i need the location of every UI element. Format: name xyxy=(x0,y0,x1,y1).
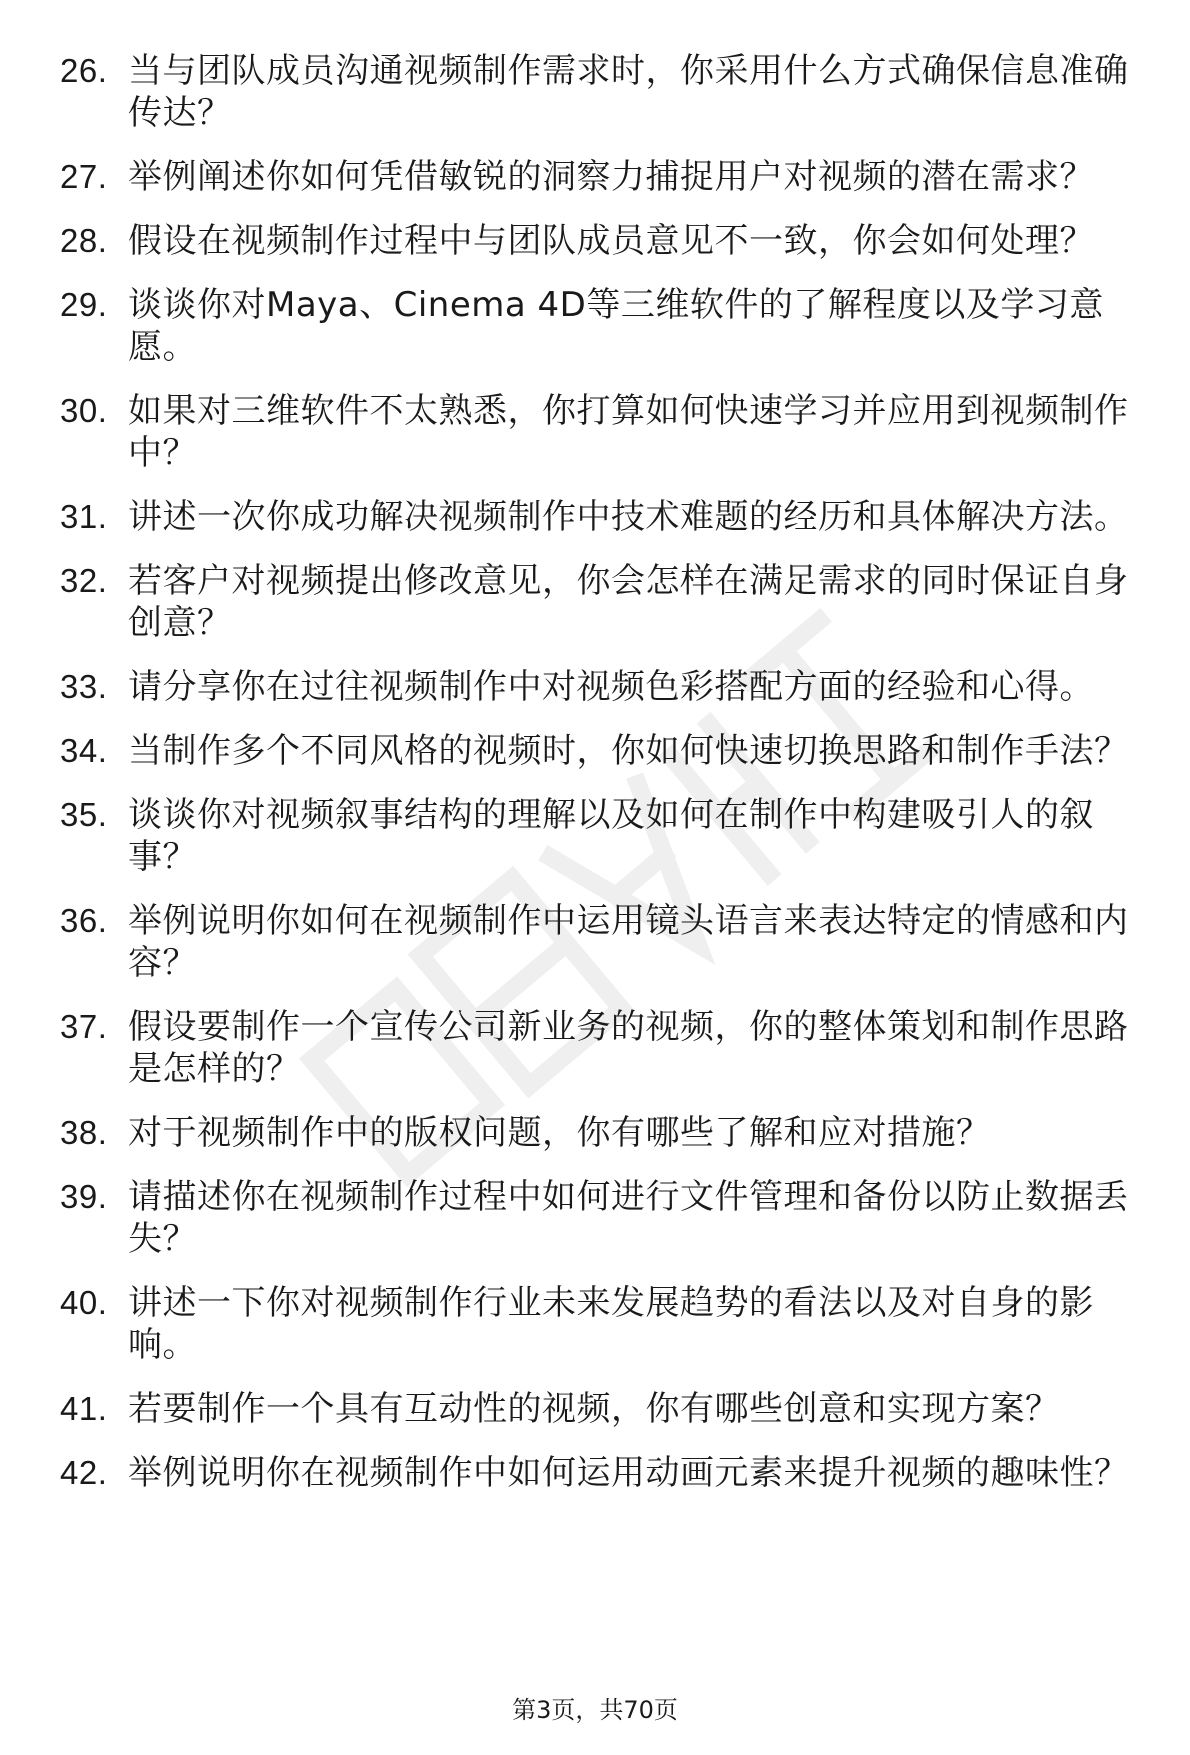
list-item xyxy=(60,1006,1145,1090)
list-item xyxy=(60,900,1145,984)
list-item xyxy=(60,1388,1145,1430)
question-text: 假设要制作一个宣传公司新业务的视频，你的整体策划和制作思路是怎样的？ xyxy=(128,1007,1129,1089)
question-text: 当与团队成员沟通视频制作需求时，你采用什么方式确保信息准确传达？ xyxy=(128,51,1129,133)
list-item xyxy=(60,1452,1145,1494)
question-text: 讲述一次你成功解决视频制作中技术难题的经历和具体解决方法。 xyxy=(128,497,1129,537)
question-text: 请分享你在过往视频制作中对视频色彩搭配方面的经验和心得。 xyxy=(128,667,1094,707)
list-item xyxy=(60,730,1145,772)
question-text: 对于视频制作中的版权问题，你有哪些了解和应对措施？ xyxy=(128,1113,991,1153)
list-item xyxy=(60,1282,1145,1366)
question-number: 31. xyxy=(60,498,108,535)
question-number: 34. xyxy=(60,732,108,769)
list-item xyxy=(60,1112,1145,1154)
question-text: 若要制作一个具有互动性的视频，你有哪些创意和实现方案？ xyxy=(128,1389,1060,1429)
list-item xyxy=(60,666,1145,708)
question-text: 讲述一下你对视频制作行业未来发展趋势的看法以及对自身的影响。 xyxy=(128,1283,1094,1365)
question-text: 举例说明你如何在视频制作中运用镜头语言来表达特定的情感和内容？ xyxy=(128,901,1129,983)
question-number: 35. xyxy=(60,796,108,833)
question-number: 39. xyxy=(60,1178,108,1215)
question-number: 27. xyxy=(60,158,108,195)
question-text: 举例说明你在视频制作中如何运用动画元素来提升视频的趣味性？ xyxy=(128,1453,1129,1493)
list-item xyxy=(60,1176,1145,1260)
question-text: 请描述你在视频制作过程中如何进行文件管理和备份以防止数据丢失？ xyxy=(128,1177,1129,1259)
question-number: 37. xyxy=(60,1008,108,1045)
question-text: 假设在视频制作过程中与团队成员意见不一致，你会如何处理？ xyxy=(128,221,1094,261)
list-item xyxy=(60,220,1145,262)
question-list xyxy=(60,50,1145,1516)
question-text: 如果对三维软件不太熟悉，你打算如何快速学习并应用到视频制作中？ xyxy=(128,391,1129,473)
list-item xyxy=(60,156,1145,198)
list-item xyxy=(60,390,1145,474)
question-number: 29. xyxy=(60,286,108,323)
question-number: 40. xyxy=(60,1284,108,1321)
question-number: 33. xyxy=(60,668,108,705)
question-text: 当制作多个不同风格的视频时，你如何快速切换思路和制作手法？ xyxy=(128,731,1129,771)
question-text: 若客户对视频提出修改意见，你会怎样在满足需求的同时保证自身创意？ xyxy=(128,561,1129,643)
question-number: 41. xyxy=(60,1390,108,1427)
list-item xyxy=(60,794,1145,878)
question-number: 42. xyxy=(60,1454,108,1491)
question-number: 26. xyxy=(60,52,108,89)
list-item xyxy=(60,50,1145,134)
question-number: 28. xyxy=(60,222,108,259)
question-text: 举例阐述你如何凭借敏锐的洞察力捕捉用户对视频的潜在需求？ xyxy=(128,157,1094,197)
question-number: 36. xyxy=(60,902,108,939)
page-number-footer: 第3页，共70页 xyxy=(512,1696,678,1724)
question-text: 谈谈你对Maya、Cinema 4D等三维软件的了解程度以及学习意愿。 xyxy=(128,285,1104,367)
list-item xyxy=(60,560,1145,644)
list-item xyxy=(60,496,1145,538)
question-number: 30. xyxy=(60,392,108,429)
question-text: 谈谈你对视频叙事结构的理解以及如何在制作中构建吸引人的叙事？ xyxy=(128,795,1094,877)
list-item xyxy=(60,284,1145,368)
question-number: 38. xyxy=(60,1114,108,1151)
question-number: 32. xyxy=(60,562,108,599)
